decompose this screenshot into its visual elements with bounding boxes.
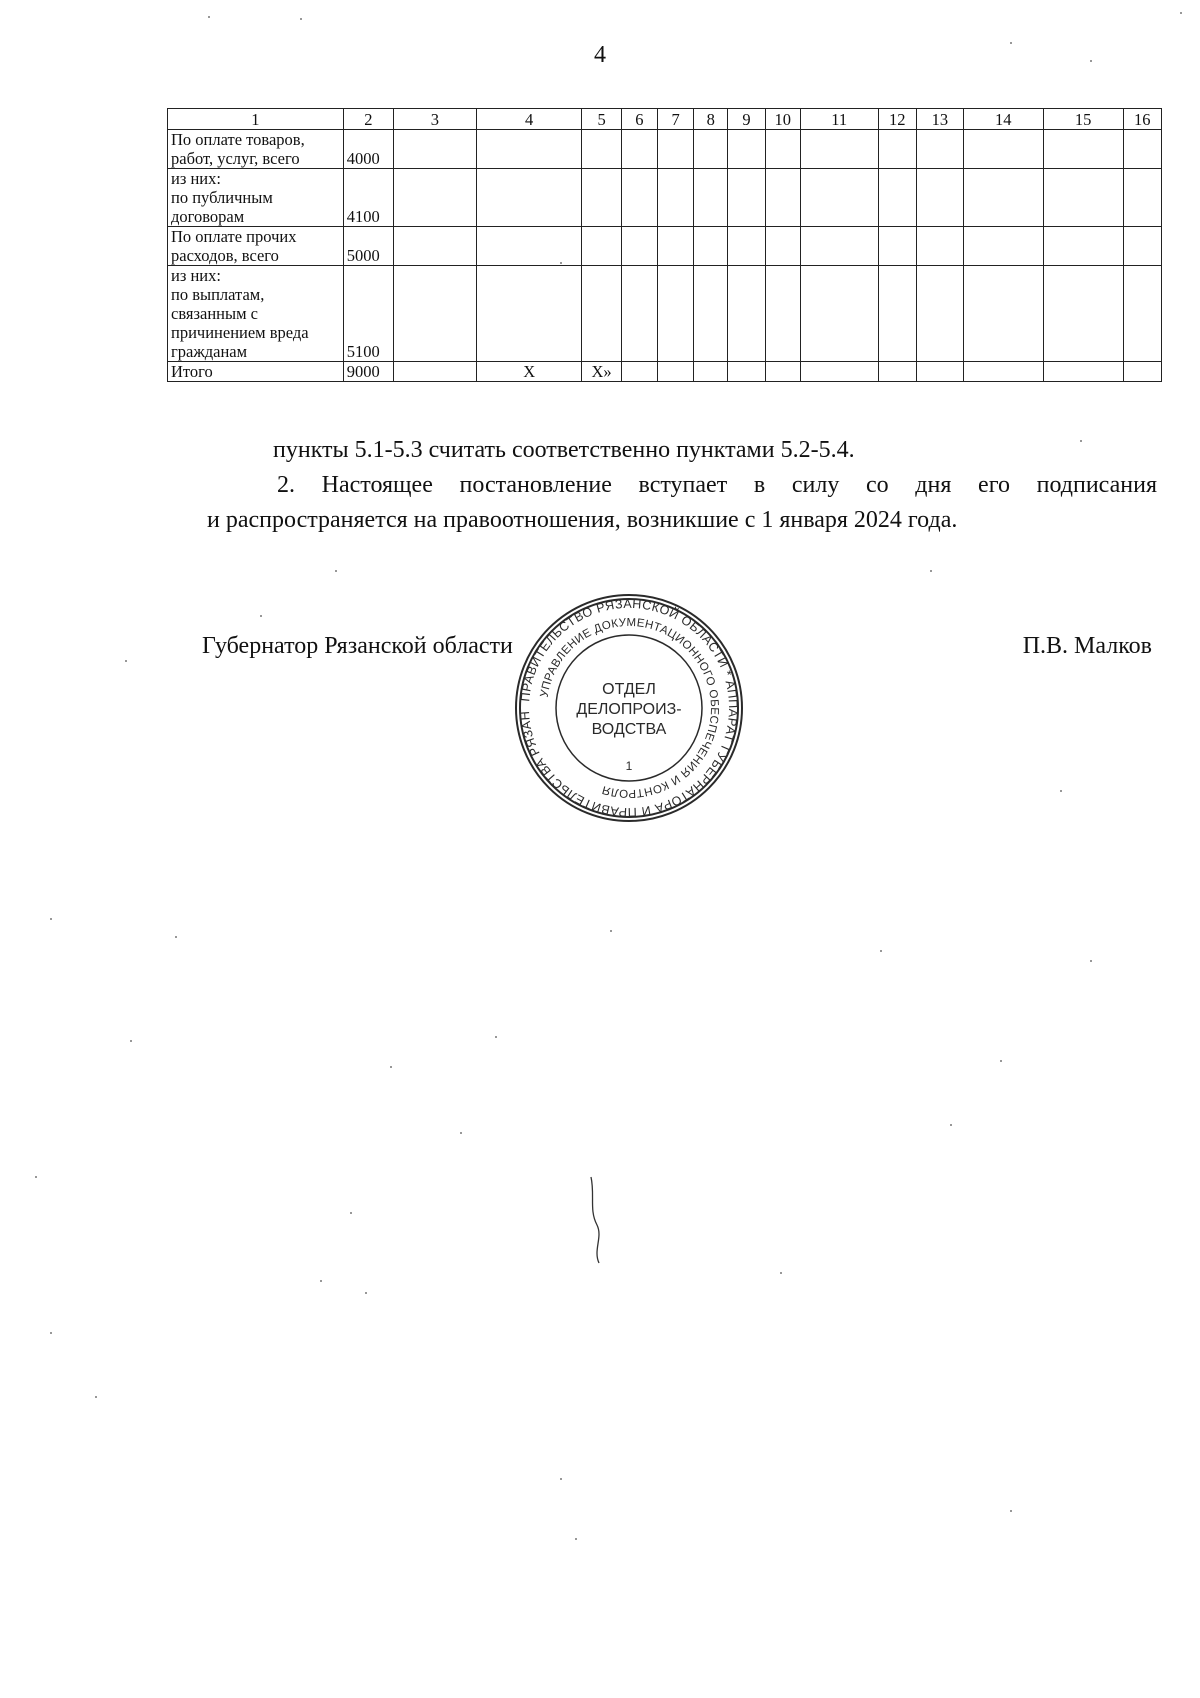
empty-cell: [1043, 227, 1123, 266]
empty-cell: [963, 169, 1043, 227]
scan-speck: [460, 1132, 462, 1134]
empty-cell: [963, 362, 1043, 382]
row-code: 5000: [343, 227, 393, 266]
row-label-line: причинением вреда: [171, 323, 309, 342]
empty-cell: [1123, 266, 1161, 362]
row-label: [168, 227, 344, 266]
table-header-cell: 12: [878, 109, 916, 130]
scan-speck: [130, 1040, 132, 1042]
table-header-cell: 15: [1043, 109, 1123, 130]
empty-cell: [916, 227, 963, 266]
row-label-line: связанным с: [171, 304, 258, 323]
row-code: 5100: [343, 266, 393, 362]
scan-speck: [1010, 1510, 1012, 1512]
empty-cell: [621, 362, 657, 382]
row-label-line: По оплате товаров,: [171, 130, 305, 149]
row-label-line: по публичным: [171, 188, 273, 207]
table-header-cell: 14: [963, 109, 1043, 130]
scan-speck: [260, 615, 262, 617]
empty-cell: [393, 169, 476, 227]
cell-col4: [476, 266, 581, 362]
paragraph-effective-date-cont: и распространяется на правоотношения, возникшие с 1 января 2024 года.: [207, 507, 958, 533]
table-header-cell: 3: [393, 109, 476, 130]
table-row: [168, 130, 1162, 169]
empty-cell: [621, 227, 657, 266]
empty-cell: [916, 169, 963, 227]
row-label-line: Итого: [171, 362, 213, 381]
stamp-inner-text: УПРАВЛЕНИЕ ДОКУМЕНТАЦИОННОГО ОБЕСПЕЧЕНИЯ И КОНТРОЛЯ: [538, 616, 721, 800]
table-header-cell: 1: [168, 109, 344, 130]
empty-cell: [694, 362, 728, 382]
row-code: 4100: [343, 169, 393, 227]
scan-speck: [575, 1538, 577, 1540]
table-header-cell: 7: [658, 109, 694, 130]
empty-cell: [1043, 266, 1123, 362]
empty-cell: [728, 362, 765, 382]
table-header-cell: 11: [800, 109, 878, 130]
scan-speck: [300, 18, 302, 20]
empty-cell: [765, 130, 800, 169]
empty-cell: [728, 169, 765, 227]
scan-speck: [560, 1478, 562, 1480]
scan-speck: [1010, 42, 1012, 44]
stamp-center-text: ДЕЛОПРОИЗ-: [576, 701, 682, 718]
scan-speck: [780, 1272, 782, 1274]
scan-speck: [50, 1332, 52, 1334]
cell-col5: [582, 266, 621, 362]
cell-col5: X»: [582, 362, 621, 382]
empty-cell: [963, 130, 1043, 169]
empty-cell: [916, 130, 963, 169]
table-header-row: [168, 109, 1162, 130]
table-header-cell: 13: [916, 109, 963, 130]
official-stamp: [513, 592, 745, 824]
empty-cell: [963, 266, 1043, 362]
table-row: [168, 266, 1162, 362]
stamp-center-text: 1: [625, 759, 633, 773]
table-header-cell: 2: [343, 109, 393, 130]
signatory-title: Губернатор Рязанской области: [202, 633, 513, 659]
empty-cell: [765, 362, 800, 382]
empty-cell: [1043, 362, 1123, 382]
empty-cell: [728, 227, 765, 266]
empty-cell: [878, 169, 916, 227]
empty-cell: [1123, 130, 1161, 169]
table-header-cell: 4: [476, 109, 581, 130]
scan-speck: [1180, 12, 1182, 14]
empty-cell: [765, 169, 800, 227]
empty-cell: [1123, 227, 1161, 266]
empty-cell: [800, 169, 878, 227]
table-header-cell: 10: [765, 109, 800, 130]
empty-cell: [621, 266, 657, 362]
empty-cell: [1043, 130, 1123, 169]
scan-speck: [495, 1036, 497, 1038]
cell-col5: [582, 227, 621, 266]
table-row: [168, 227, 1162, 266]
empty-cell: [694, 169, 728, 227]
scan-speck: [50, 918, 52, 920]
scan-speck: [320, 1280, 322, 1282]
empty-cell: [878, 227, 916, 266]
scan-speck: [880, 950, 882, 952]
scan-speck: [208, 16, 210, 18]
scan-speck: [950, 1124, 952, 1126]
empty-cell: [694, 266, 728, 362]
row-label-line: из них:: [171, 266, 221, 285]
scan-speck: [350, 1212, 352, 1214]
empty-cell: [728, 130, 765, 169]
scan-speck: [175, 936, 177, 938]
empty-cell: [694, 227, 728, 266]
row-label: [168, 130, 344, 169]
empty-cell: [963, 227, 1043, 266]
table-row: [168, 169, 1162, 227]
paragraph-renumbering: пункты 5.1-5.3 считать соответственно пунктами 5.2-5.4.: [273, 437, 855, 463]
table-row: [168, 362, 1162, 382]
scan-speck: [1060, 790, 1062, 792]
scan-speck: [335, 570, 337, 572]
empty-cell: [1123, 362, 1161, 382]
pen-mark: [585, 1175, 615, 1265]
table-header-cell: 16: [1123, 109, 1161, 130]
stamp-center-text: ОТДЕЛ: [602, 681, 656, 698]
row-label: [168, 169, 344, 227]
table-header-cell: 6: [621, 109, 657, 130]
cell-col5: [582, 169, 621, 227]
row-label-line: По оплате прочих: [171, 227, 297, 246]
cell-col4: [476, 130, 581, 169]
scan-speck: [930, 570, 932, 572]
row-label-line: договорам: [171, 207, 245, 226]
table-header-cell: 5: [582, 109, 621, 130]
empty-cell: [878, 266, 916, 362]
scan-speck: [35, 1176, 37, 1178]
scan-speck: [95, 1396, 97, 1398]
report-table: [167, 108, 1162, 382]
empty-cell: [1123, 169, 1161, 227]
row-label-line: гражданам: [171, 342, 248, 361]
row-label-line: из них:: [171, 169, 221, 188]
empty-cell: [765, 227, 800, 266]
empty-cell: [800, 266, 878, 362]
empty-cell: [728, 266, 765, 362]
table-header-cell: 9: [728, 109, 765, 130]
signatory-name: П.В. Малков: [1022, 633, 1152, 659]
page-number: 4: [594, 42, 606, 68]
scan-speck: [365, 1292, 367, 1294]
row-code: 9000: [343, 362, 393, 382]
empty-cell: [878, 130, 916, 169]
cell-col5: [582, 130, 621, 169]
empty-cell: [694, 130, 728, 169]
empty-cell: [800, 227, 878, 266]
empty-cell: [916, 362, 963, 382]
empty-cell: [658, 266, 694, 362]
cell-col4: X: [476, 362, 581, 382]
row-label-line: расходов, всего: [171, 246, 279, 265]
scan-speck: [560, 262, 562, 264]
empty-cell: [621, 169, 657, 227]
paragraph-effective-date: 2. Настоящее постановление вступает в силу со дня его подписания: [277, 472, 1157, 498]
scan-speck: [1090, 960, 1092, 962]
row-label: [168, 266, 344, 362]
table-header-cell: 8: [694, 109, 728, 130]
empty-cell: [878, 362, 916, 382]
empty-cell: [800, 130, 878, 169]
empty-cell: [393, 130, 476, 169]
scan-speck: [610, 930, 612, 932]
scan-speck: [125, 660, 127, 662]
cell-col4: [476, 169, 581, 227]
empty-cell: [916, 266, 963, 362]
row-label: [168, 362, 344, 382]
row-label-line: по выплатам,: [171, 285, 265, 304]
empty-cell: [658, 362, 694, 382]
row-label-line: работ, услуг, всего: [171, 149, 300, 168]
row-code: 4000: [343, 130, 393, 169]
empty-cell: [800, 362, 878, 382]
cell-col4: [476, 227, 581, 266]
empty-cell: [393, 266, 476, 362]
empty-cell: [658, 169, 694, 227]
stamp-center-text: ВОДСТВА: [591, 721, 667, 738]
empty-cell: [658, 227, 694, 266]
empty-cell: [621, 130, 657, 169]
scan-speck: [1090, 60, 1092, 62]
stamp-outer-text: ПРАВИТЕЛЬСТВО РЯЗАНСКОЙ ОБЛАСТИ * АППАРАТ ГУБЕРНАТОРА И ПРАВИТЕЛЬСТВА РЯЗАН: [517, 596, 741, 820]
scan-speck: [1080, 440, 1082, 442]
scan-speck: [390, 1066, 392, 1068]
scan-speck: [1000, 1060, 1002, 1062]
empty-cell: [393, 362, 476, 382]
empty-cell: [393, 227, 476, 266]
empty-cell: [765, 266, 800, 362]
empty-cell: [658, 130, 694, 169]
empty-cell: [1043, 169, 1123, 227]
